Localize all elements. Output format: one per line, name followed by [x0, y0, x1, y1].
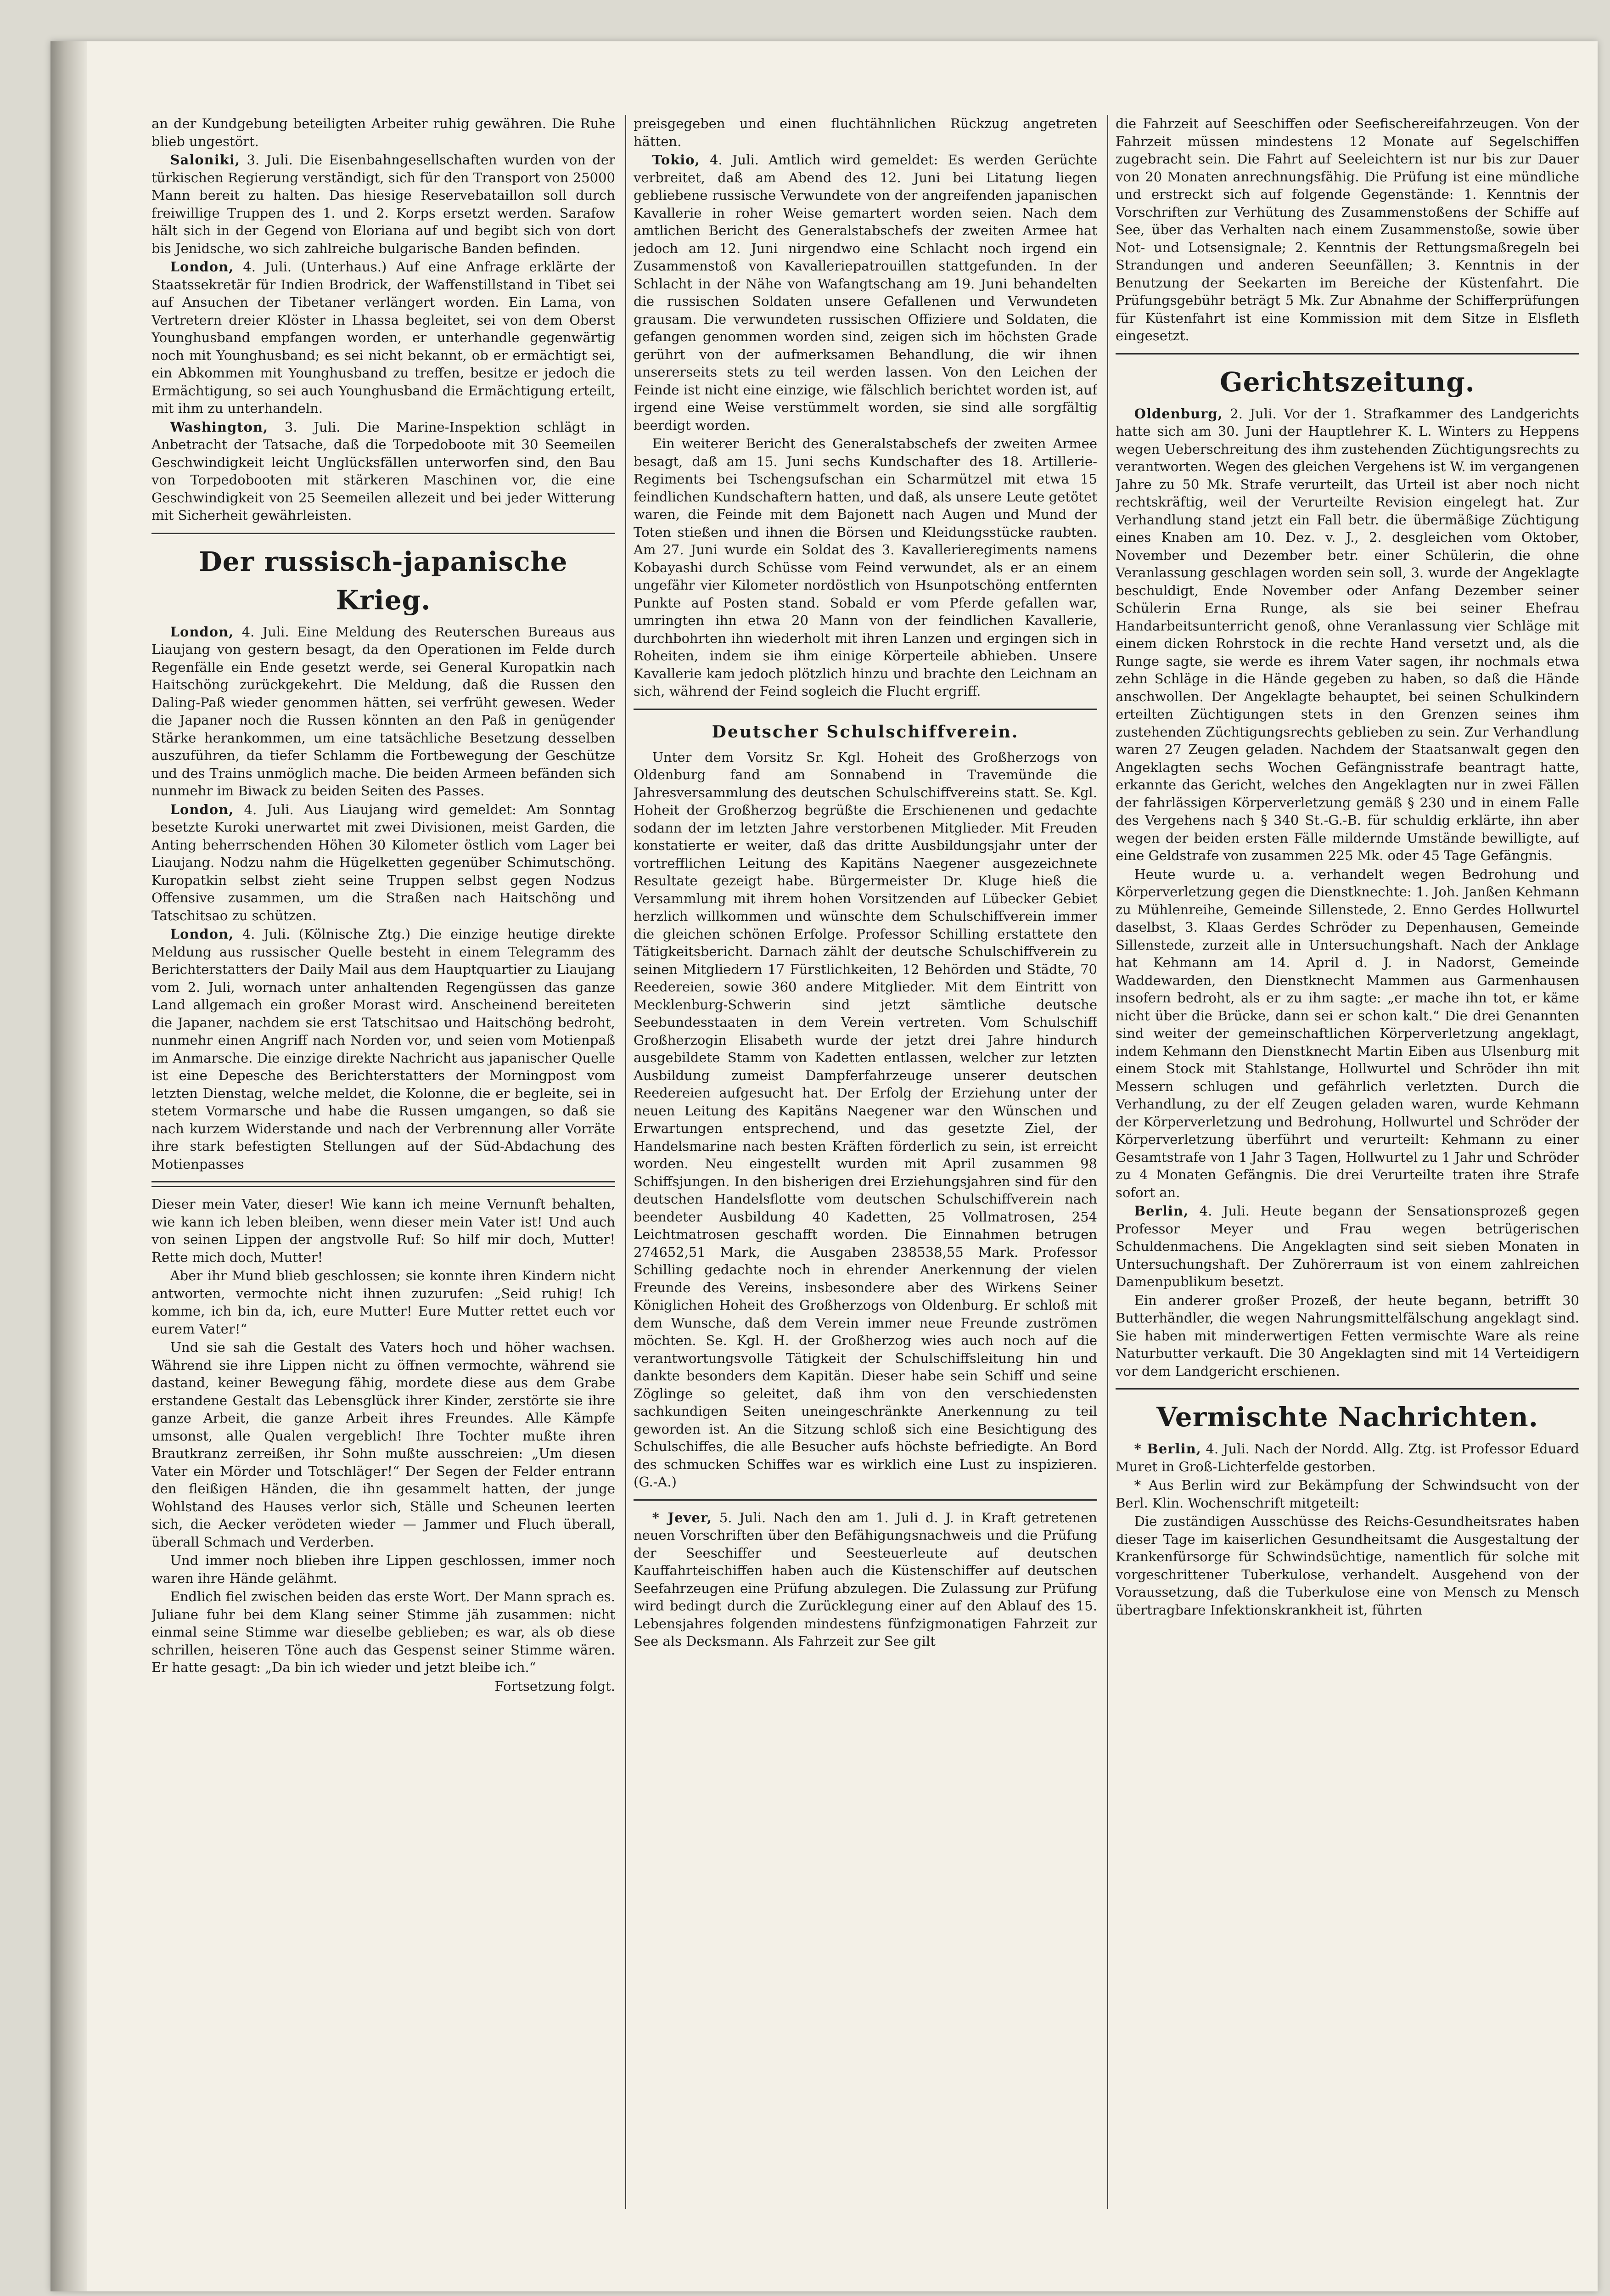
article-text: Ein weiterer Bericht des Generalstabschefs der zweiten Armee besagt, daß am 15. Juni sechs Kundschafter des 18. Artillerie-Regiments bei Tschengsufschan ein Scharmützel mit etwa 15 feindlichen Kundschaftern hatten, und daß, als unsere Leute getötet waren, die Feinde mit dem Bajonett nach Augen und Mund der Toten stießen und ihnen die Börsen und Kleidungsstücke raubten. Am 27. Juni wurde ein Soldat des 3. Kavallerieregiments namens Kobayashi durch Schüsse vom Feind verwundet, als er an einem ungefähr vier Kilometer nordöstlich von Hsunpotschöng entfernten Punkte auf Posten stand. Sobald er vom Pferde gefallen war, umringten ihn etwa 20 Mann von der feindlichen Kavallerie, durchbohrten ihn wiederholt mit ihren Lanzen und ergingen sich in Roheiten, indem sie ihm einige Körperteile abhieben. Unsere Kavallerie kam jedoch plötzlich hinzu und brachte den Leichnam an sich, während der Feind sogleich die Flucht ergriff.: [634, 436, 1097, 699]
section-rule: [634, 1499, 1097, 1501]
dateline: Saloniki,: [170, 152, 240, 168]
article-text: Ein anderer großer Prozeß, der heute begann, betrifft 30 Butterhändler, die wegen Nahrungsmittelfälschung angeklagt sind. Sie haben mit minderwertigen Fetten vermischte Ware als reine Naturbutter verkauft. Die 30 Angeklagten sind mit 14 Verteidigern vor dem Landgericht erschienen.: [1116, 1292, 1579, 1379]
article-text: * Aus Berlin wird zur Bekämpfung der Schwindsucht von der Berl. Klin. Wochenschrift mitgeteilt:: [1116, 1477, 1579, 1511]
dateline: Washington,: [170, 419, 269, 435]
feuilleton-text: Endlich fiel zwischen beiden das erste Wort. Der Mann sprach es. Juliane fuhr bei dem Klang seiner Stimme jäh zusammen: nicht einmal seine Stimme war dieselbe geblieben; es war, als ob diese schrillen, heiseren Töne auch das Gespenst seiner Stimme wären. Er hatte gesagt: „Da bin ich wieder und jetzt bleibe ich.“: [151, 1589, 615, 1675]
dateline: London,: [170, 259, 234, 275]
section-headline: Gerichtszeitung.: [1220, 366, 1475, 398]
feuilleton-text: Und sie sah die Gestalt des Vaters hoch und höher wachsen. Während sie ihre Lippen nicht zu öffnen vermochte, während sie dastand, keiner Bewegung fähig, mordete diese aus dem Grabe erstandene Gestalt das Lebensglück ihrer Kinder, zerstörte sie ihre ganze Arbeit, die ganze Arbeit ihres Freundes. Alle Kämpfe umsonst, alle Qualen vergeblich! Ihre Tochter mußte ihren Brautkranz zerreißen, ihr Sohn mußte ausschreien: „Um diesen Vater ein Mörder und Totschläger!“ Der Segen der Felder entrann den fleißigen Händen, die ihn gesammelt hatten, der junge Wohlstand des Hauses verlor sich, Ställe und Scheunen leerten sich, die Aecker verödeten wieder — Jammer und Fluch überall, überall Schmach und Verderben.: [151, 1339, 615, 1550]
article-text: die Fahrzeit auf Seeschiffen oder Seefischereifahrzeugen. Von der Fahrzeit müssen mindestens 12 Monate auf Segelschiffen zugebracht sein. Die Fahrt auf Seeleichtern ist nur bis zur Dauer von 20 Monaten anrechnungsfähig. Die Prüfung ist eine mündliche und erstreckt sich auf folgende Gegenstände: 1. Kenntnis der Vorschriften zur Verhütung des Zusammenstoßens der Schiffe auf See, über das Verhalten nach einem Zusammenstoße, sowie über Not- und Lotsensignale; 2. Kenntnis der Rettungsmaßregeln bei Strandungen und anderen Seeunfällen; 3. Kenntnis in der Benutzung der Seekarten im Bereiche der Küstenfahrt. Die Prüfungsgebühr beträgt 5 Mk. Zur Abnahme der Schifferprüfungen für Küstenfahrt ist eine Kommission mit dem Sitze in Elsfleth eingesetzt.: [1116, 116, 1579, 343]
news-item: * Berlin, 4. Juli. Nach der Nordd. Allg. Ztg. ist Professor Eduard Muret in Groß-Lichterfelde gestorben.: [1116, 1441, 1579, 1474]
dateline: Tokio,: [652, 152, 700, 168]
feuilleton-text: Dieser mein Vater, dieser! Wie kann ich meine Vernunft behalten, wie kann ich leben bleiben, wenn dieser mein Vater ist! Und auch von seinen Lippen der angstvolle Ruf: So hilf mir doch, Mutter! Rette mich doch, Mutter!: [151, 1196, 615, 1265]
article-text: Heute wurde u. a. verhandelt wegen Bedrohung und Körperverletzung gegen die Dienstknechte: 1. Joh. Janßen Kehmann zu Mühlenreihe, Gemeinde Sillenstede, 2. Enno Gerdes Hollwurtel daselbst, 3. Klaas Gerdes Schröder zu Depenhausen, Gemeinde Sillenstede, zurzeit alle in Untersuchungshaft. Nach der Anklage hat Kehmann am 14. April d. J. in Nadorst, Gemeinde Waddewarden, den Dienstknecht Mammen aus Garmenhausen insofern bedroht, als er zu ihm sagte: „er mache ihn tot, er käme nicht über die Brücke, dann sei er schon kalt.“ Die drei Genannten sind weiter der gemeinschaftlichen Körperverletzung angeklagt, indem Kehmann den Dienstknecht Martin Eiben aus Ulsenburg mit einem Stock mit Stahlstange, Hollwurtel und Schröder ihn mit Messern schlugen und gefährlich verletzten. Durch die Verhandlung, zu der elf Zeugen geladen waren, wurde Kehmann der Körperverletzung und Bedrohung, Hollwurtel und Schröder der Körperverletzung überführt und verurteilt: Kehmann zu einer Gesamtstrafe von 1 Jahr 3 Tagen, Hollwurtel zu 1 Jahr und Schröder zu 4 Monaten Gefängnis. Die drei Verurteilte traten ihre Strafe sofort an.: [1116, 866, 1579, 1200]
section-subheadline: Deutscher Schulschiffverein.: [712, 722, 1019, 742]
article-text: preisgegeben und einen fluchtähnlichen Rückzug angetreten hätten.: [634, 116, 1097, 149]
dateline: London,: [170, 801, 234, 817]
column-middle: [634, 115, 1097, 2209]
article-text: Die zuständigen Ausschüsse des Reichs-Gesundheitsrates haben dieser Tage im kaiserlichen Gesundheitsamt die Ausgestaltung der Krankenfürsorge für Schwindsüchtige, namentlich für solche mit vorgeschrittener Tuberkulose, verhandelt. Ausgehend von der Voraussetzung, daß die Tuberkulose eine von Mensch zu Mensch übertragbare Infektionskrankheit ist, führten: [1116, 1514, 1579, 1618]
section-rule: [1116, 353, 1579, 355]
page-binding: [50, 41, 87, 2291]
section-rule: [634, 709, 1097, 710]
section-rule: [151, 533, 615, 534]
dateline: * Berlin,: [1134, 1441, 1201, 1457]
news-item: London, 4. Juli. Eine Meldung des Reuterschen Bureaus aus Liaujang von gestern besagt, da den Operationen im Felde durch Regenfälle ein Ende gesetzt werde, sei General Kuropatkin nach Haitschöng zurückgekehrt. Die Meldung, daß die Russen den Daling-Paß wieder genommen hätten, sei verfrüht gewesen. Weder die Japaner noch die Russen könnten an den Paß in genügender Stärke herankommen, um eine tatsächliche Besetzung desselben auszuführen, da tiefer Schlamm die Fortbewegung der Geschütze und des Trains unmöglich mache. Die beiden Armeen befänden sich nunmehr im Biwack zu beiden Seiten des Passes.: [151, 624, 615, 799]
news-item: Tokio, 4. Juli. Amtlich wird gemeldet: Es werden Gerüchte verbreitet, daß am Abend des 12. Juni bei Litatung liegen gebliebene russische Verwundete von der angreifenden japanischen Kavallerie in roher Weise gemartert worden seien. Nach dem amtlichen Bericht des Generalstabschefs der zweiten Armee hat jedoch am 12. Juni nirgendwo eine Schlacht noch irgend ein Zusammenstoß von Kavalleriepatrouillen stattgefunden. In der Schlacht in der Nähe von Wafangtschang am 19. Juni behandelten die russischen Soldaten unsere Gefallenen und Verwundeten grausam. Die verwundeten russischen Offiziere und Soldaten, die gefangen genommen worden sind, zeigen sich im höchsten Grade gerührt von der aufmerksamen Behandlung, die wir ihnen unsererseits stets zu teil werden lassen. Von den Leichen der Feinde ist nicht eine einzige, wie fälschlich berichtet worden ist, auf irgend eine Weise verstümmelt worden, sie sind alle sorgfältig beerdigt worden.: [634, 152, 1097, 433]
article-text: Unter dem Vorsitz Sr. Kgl. Hoheit des Großherzogs von Oldenburg fand am Sonnabend in Travemünde die Jahresversammlung des deutschen Schulschiffvereins statt. Se. Kgl. Hoheit der Großherzog begrüßte die Erschienenen und gedachte sodann der im letzten Jahre verstorbenen Mitglieder. Mit Freuden konstatierte er weiter, daß das dritte Ausbildungsjahr unter der vortrefflichen Leitung des Kapitäns Naegener ausgezeichnete Resultate gezeigt habe. Bürgermeister Dr. Kluge hieß die Versammlung mit ihrem hohen Vorsitzenden auf Lübecker Gebiet herzlich willkommen und wünschte dem Schulschiffverein immer die gleichen schönen Erfolge. Professor Schilling erstattete den Tätigkeitsbericht. Darnach zählt der deutsche Schulschiffverein zu seinen Mitgliedern 17 Fürstlichkeiten, 12 Behörden und Städte, 70 Reedereien, sowie 360 andere Mitglieder. Mit dem Eintritt von Mecklenburg-Schwerin sind jetzt sämtliche deutsche Seebundesstaaten in dem Verein vertreten. Vom Schulschiff Großherzogin Elisabeth wurde der jetzt drei Jahre hindurch ausgebildete Stamm von Kadetten entlassen, welcher zur letzten Ausbildung zumeist Dampferfahrzeuge unserer deutschen Reedereien aufgesucht hat. Der Erfolg der Erziehung unter der neuen Leitung des Kapitäns Naegener war den Wünschen und Erwartungen entsprechend, und das gesetzte Ziel, der Handelsmarine nach besten Kräften förderlich zu sein, ist erreicht worden. Neu eingestellt wurden mit April zusammen 98 Schiffsjungen. In den bisherigen drei Erziehungsjahren sind für den deutschen Handelsflotte vom deutschen Schulschiffverein nach beendeter Ausbildung 40 Kadetten, 25 Vollmatrosen, 254 Leichtmatrosen geschafft worden. Die Einnahmen betrugen 274652,51 Mark, die Ausgaben 238538,55 Mark. Professor Schilling gedachte noch in ehrender Anerkennung der vielen Freunde des Vereins, insbesondere aber des Wirkens Seiner Königlichen Hoheit des Großherzogs von Oldenburg. Er schloß mit dem Wunsche, daß dem Verein immer neue Freunde zuströmen möchten. Se. Kgl. H. der Großherzog wies auch noch auf die verantwortungsvolle Tätigkeit der Schulschiffsleitung hin und dankte besonders dem Kapitän. Dieser habe sein Schiff und seine Zöglinge so geleitet, daß ihm von den verschiedensten sachkundigen Seiten uneingeschränkte Anerkennung zu teil geworden ist. An die Sitzung schloß sich eine Besichtigung des Schulschiffes, die alle Besucher aufs höchste befriedigte. An Bord des schmucken Schiffes war es wirklich eine Lust zu inspizieren. (G.-A.): [634, 749, 1097, 1490]
column-left: [151, 115, 615, 2209]
article-text: an der Kundgebung beteiligten Arbeiter ruhig gewähren. Die Ruhe blieb ungestört.: [151, 116, 615, 149]
news-item: Oldenburg, 2. Juli. Vor der 1. Strafkammer des Landgerichts hatte sich am 30. Juni der Hauptlehrer K. L. Winters zu Heppens wegen Ueberschreitung des ihm zustehenden Züchtigungsrechts zu verantworten. Wegen des gleichen Vergehens ist W. im vergangenen Jahre zu 50 Mk. Strafe verurteilt, das Urteil ist aber noch nicht rechtskräftig, weil der Verurteilte Revision eingelegt hat. Zur Verhandlung stand jetzt ein Fall betr. die übermäßige Züchtigung eines Knaben am 10. Dez. v. J., 2. desgleichen vom Oktober, November und Dezember betr. einer Schülerin, die ohne Veranlassung geschlagen worden sein soll, 3. wurde der Angeklagte beschuldigt, Ende November oder Anfang Dezember seiner Schülerin Erna Runge, als sie bei seiner Ehefrau Handarbeitsunterricht genoß, ohne Veranlassung vier Schläge mit einem dicken Rohrstock in die rechte Hand versetzt und, als die Runge sagte, sie werde es ihrem Vater sagen, ihr nochmals etwa zehn Schläge in die Hände gegeben zu haben, so daß die Hände anschwollen. Der Angeklagte behauptet, bei seinen Schulkindern erteilten Züchtigungen stets in den Grenzen seines ihm zustehenden Züchtigungsrechts geblieben zu sein. Zur Verhandlung waren 27 Zeugen geladen. Nachdem der Staatsanwalt gegen den Angeklagten sechs Wochen Gefängnisstrafe beantragt hatte, erkannte das Gericht, welches den Angeklagten nur in zwei Fällen der fahrlässigen Körperverletzung gemäß § 230 und in einem Falle des Vergehens nach § 340 St.-G.-B. für schuldig erklärte, ihn aber wegen der beiden ersten Fälle mildernde Umstände bewilligte, auf eine Geldstrafe von zusammen 225 Mk. oder 45 Tage Gefängnis.: [1116, 405, 1579, 863]
feuilleton-text: Und immer noch blieben ihre Lippen geschlossen, immer noch waren ihre Hände gelähmt.: [151, 1553, 615, 1586]
column-rule: [625, 115, 626, 2209]
section-headline: Vermischte Nachrichten.: [1156, 1401, 1538, 1433]
feuilleton-text: Aber ihr Mund blieb geschlossen; sie konnte ihren Kindern nicht antworten, vermochte nicht ihnen zuzurufen: „Seid ruhig! Ich komme, ich bin da, ich, eure Mutter! Eure Mutter rettet euch vor eurem Vater!“: [151, 1268, 615, 1337]
dateline: London,: [170, 624, 234, 640]
news-item: Washington, 3. Juli. Die Marine-Inspektion schlägt in Anbetracht der Tatsache, daß die Torpedoboote mit 30 Seemeilen Geschwindigkeit leicht Unglücksfällen unterworfen sind, den Bau von Torpedobooten mit stärkeren Maschinen vor, die eine Geschwindigkeit von 25 Seemeilen allezeit und bei jeder Witterung mit Sicherheit gewährleisten.: [151, 419, 615, 523]
newspaper-page: [50, 41, 1598, 2291]
section-headline: Der russisch-japanische Krieg.: [199, 546, 568, 616]
news-item: London, 4. Juli. Aus Liaujang wird gemeldet: Am Sonntag besetzte Kuroki unerwartet mit zwei Divisionen, meist Garden, die Anting beherrschenden Höhen 30 Kilometer östlich vom Lager bei Liaujang. Nodzu nahm die Hügelketten gegenüber Schimutschöng. Kuropatkin selbst zieht seine Truppen selbst gegen Nodzus Offensive zusammen, um die Straßen nach Haitschöng und Tatschitsao zu schützen.: [151, 801, 615, 923]
dateline: London,: [170, 926, 234, 942]
column-right: [1116, 115, 1579, 2209]
news-item: Berlin, 4. Juli. Heute begann der Sensationsprozeß gegen Professor Meyer und Frau wegen betrügerischen Schuldenmachens. Die Angeklagten sind seit sieben Monaten in Untersuchungshaft. Der Zuhörerraum ist von einem zahlreichen Damenpublikum besetzt.: [1116, 1203, 1579, 1289]
feuilleton-rule: [151, 1181, 615, 1187]
news-item: * Jever, 5. Juli. Nach den am 1. Juli d. J. in Kraft getretenen neuen Vorschriften über den Befähigungsnachweis und die Prüfung der Seeschiffer und Seesteuerleute auf deutschen Kauffahrteischiffen haben auch die Küstenschiffer auf deutschen Seefahrzeugen eine Prüfung abzulegen. Die Zulassung zur Prüfung wird bedingt durch die Zurücklegung einer auf den Ablauf des 15. Lebensjahres folgenden mindestens fünfzigmonatigen Fahrzeit zur See als Decksmann. Als Fahrzeit zur See gilt: [634, 1509, 1097, 1649]
dateline: * Jever,: [652, 1509, 712, 1525]
news-item: London, 4. Juli. (Kölnische Ztg.) Die einzige heutige direkte Meldung aus russischer Quelle besteht in einem Telegramm des Berichterstatters der Daily Mail aus dem Hauptquartier zu Liaujang vom 2. Juli, wornach unter anhaltenden Regengüssen das ganze Land allgemach ein großer Morast wird. Anscheinend bereiteten die Japaner, nachdem sie erst Tatschitsao und Haitschöng bedroht, nunmehr einen Angriff nach Norden vor, und seien vom Motienpaß im Anmarsche. Die einzige direkte Nachricht aus japanischer Quelle ist eine Depesche des Berichterstatters der Morningpost vom letzten Dienstag, welche meldet, die Kolonne, die er begleite, sei in stetem Vormarsche und habe die Russen umgangen, so daß sie nach kurzem Widerstande und nach der Verbrennung aller Vorräte ihre stark befestigten Stellungen auf der Süd-Abdachung des Motienpasses: [151, 926, 615, 1172]
column-rule: [1107, 115, 1108, 2209]
dateline: Berlin,: [1134, 1203, 1189, 1219]
continuation-note: Fortsetzung folgt.: [494, 1678, 615, 1694]
news-item: Saloniki, 3. Juli. Die Eisenbahngesellschaften wurden von der türkischen Regierung verständigt, sich für den Transport von 25000 Mann bereit zu halten. Das hiesige Reservebataillon soll durch freiwillige Truppen des 1. und 2. Korps ersetzt werden. Sarafow hält sich in der Gegend von Eloriana auf und begibt sich von dort bis Jenidsche, wo sich zahlreiche bulgarische Banden befinden.: [151, 152, 615, 256]
section-rule: [1116, 1388, 1579, 1390]
dateline: Oldenburg,: [1134, 405, 1223, 422]
news-item: London, 4. Juli. (Unterhaus.) Auf eine Anfrage erklärte der Staatssekretär für Indien Brodrick, der Waffenstillstand in Tibet sei auf Ansuchen der Tibetaner verlängert worden. Ein Lama, von Vertretern dreier Klöster in Lhassa begleitet, sei von dem Oberst Younghusband empfangen worden, er unterhandle gegenwärtig noch mit Younghusband; es sei nicht bekannt, ob er ermächtigt sei, ein Abkommen mit Younghusband zu treffen, besitze er jedoch die Ermächtigung, so sei auch Younghusband die Ermächtigung erteilt, mit ihm zu unterhandeln.: [151, 259, 615, 416]
